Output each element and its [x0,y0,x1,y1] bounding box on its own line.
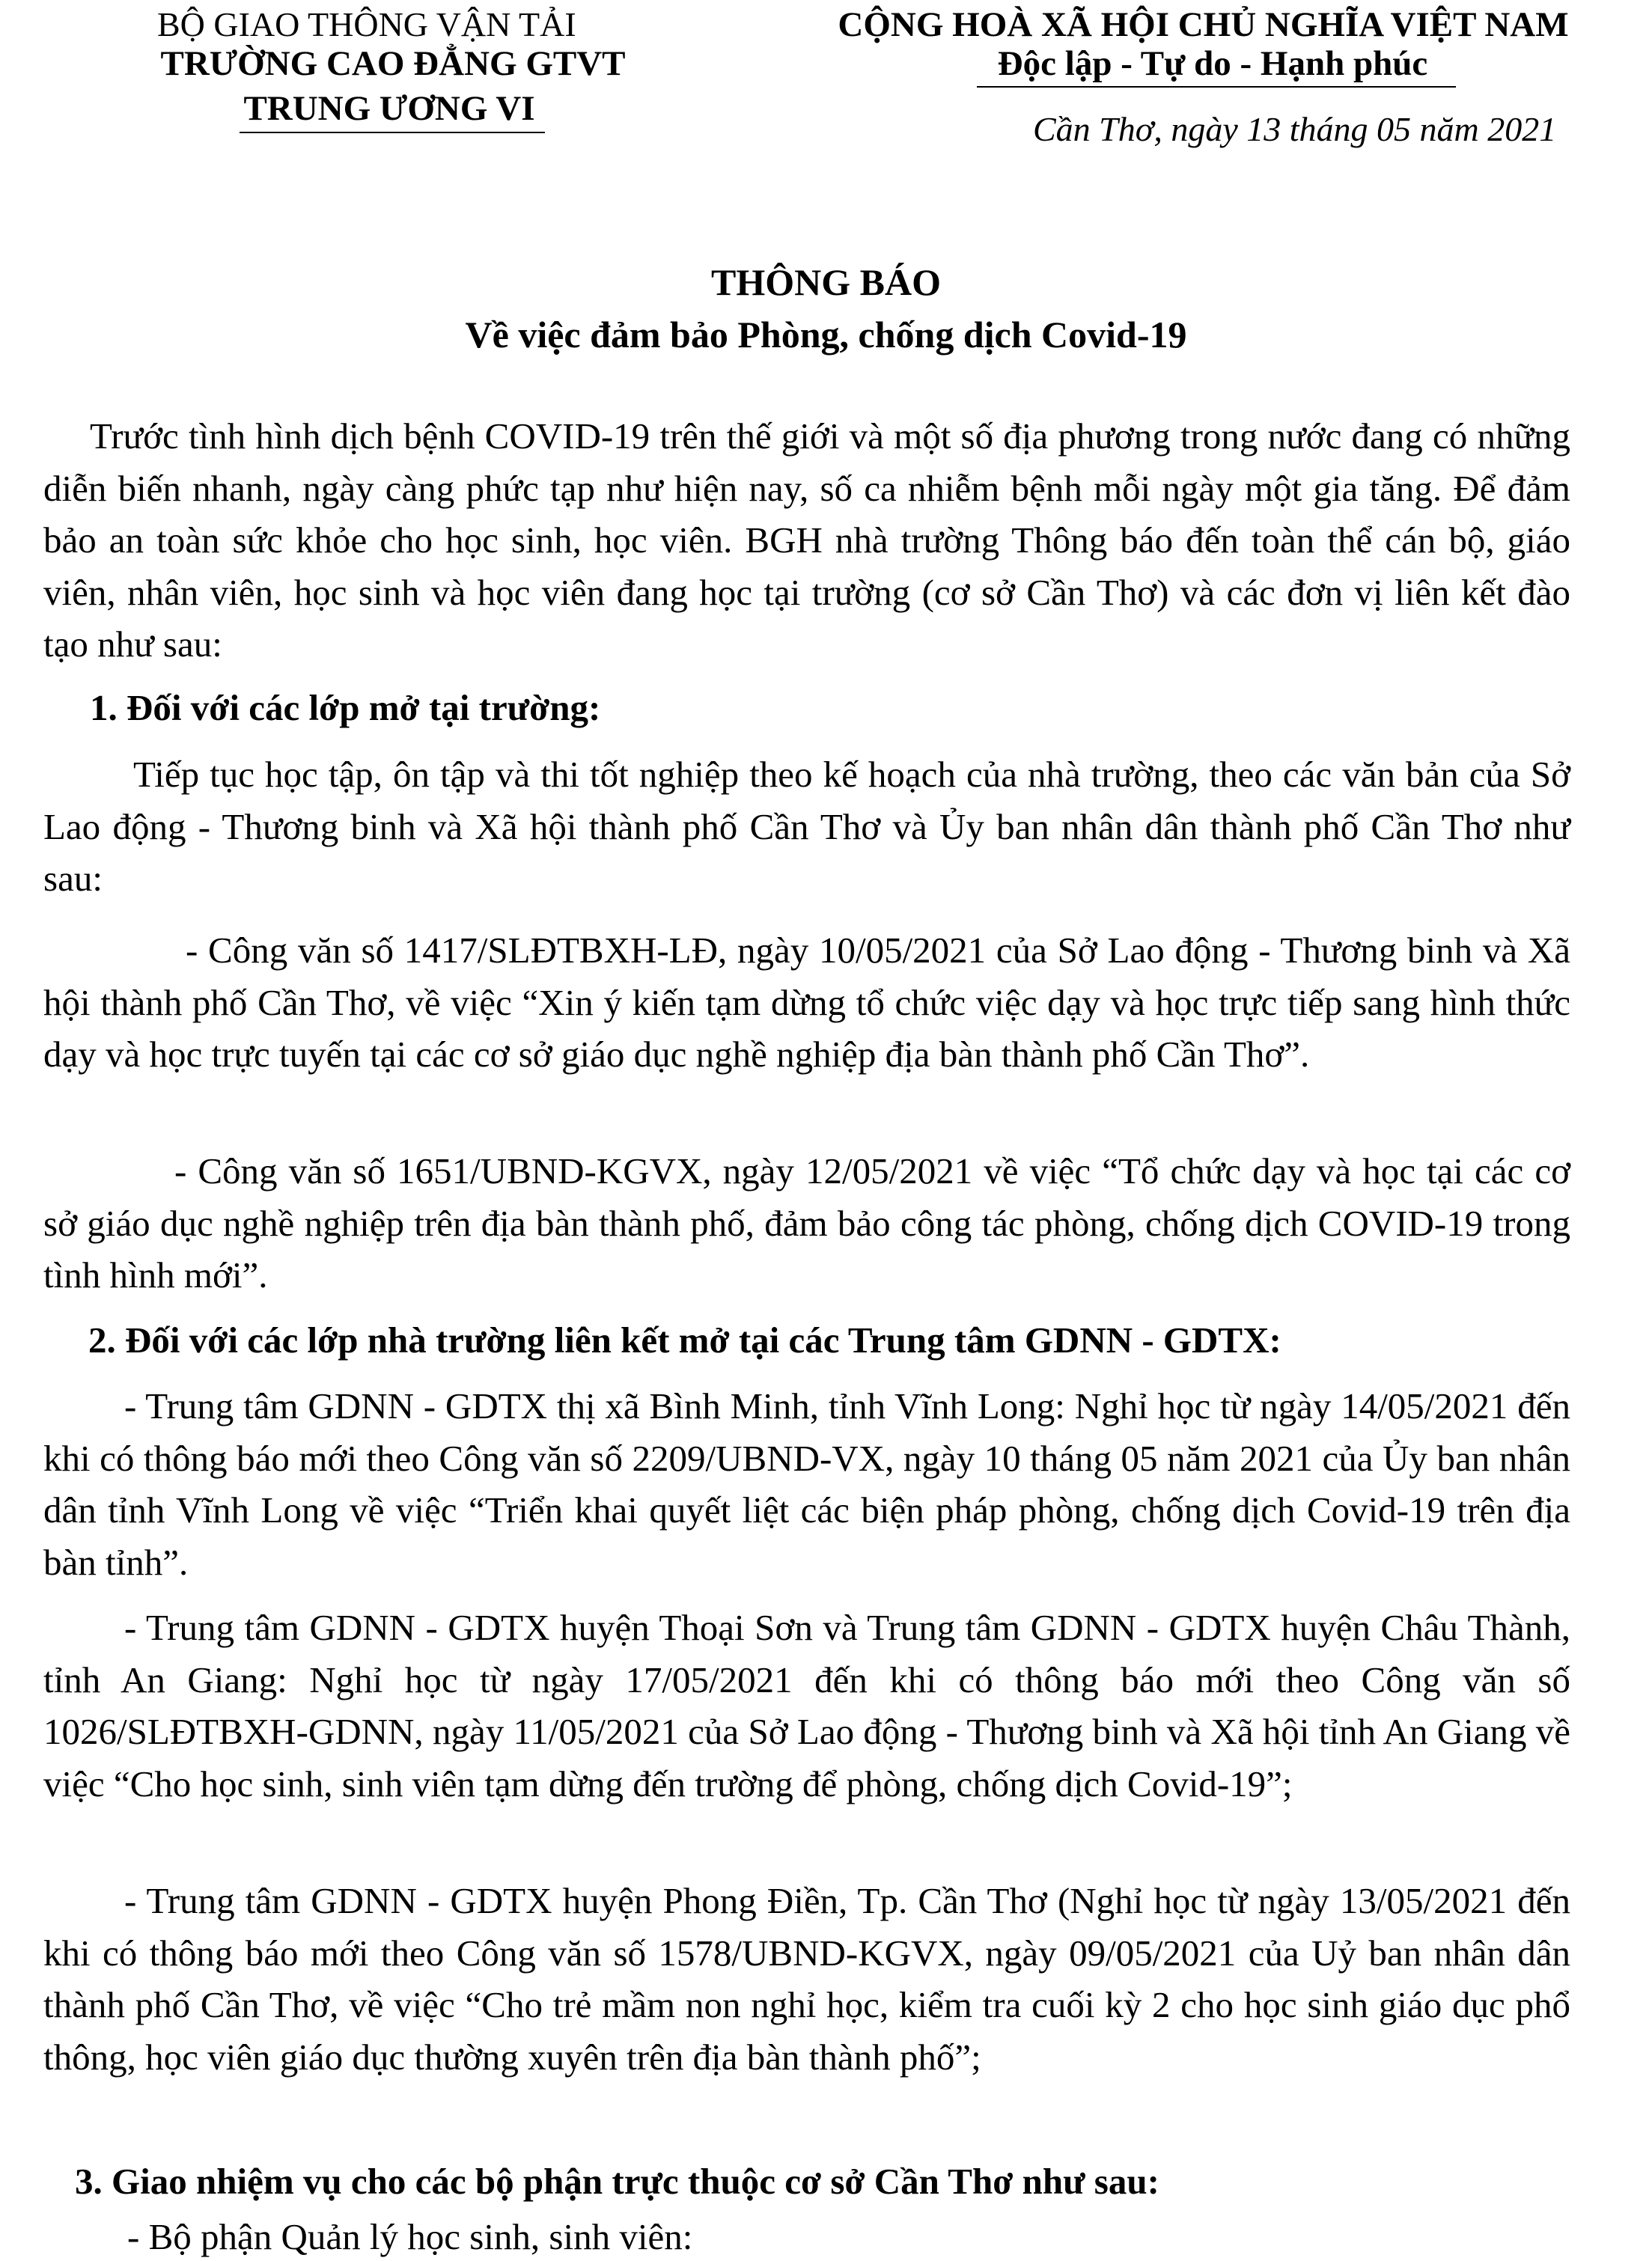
school-name-line2: TRUNG ƯƠNG VI [243,89,535,128]
section-2-item-1: - Trung tâm GDNN - GDTX thị xã Bình Minh, tỉnh Vĩnh Long: Nghỉ học từ ngày 14/05/2021 đến khi có thông báo mới theo Công văn số 2209/UBND-VX, ngày 10 tháng 05 năm 2021 của Ủy ban nhân dân tỉnh Vĩnh Long về việc “Triển khai quyết liệt các biện pháp phòng, chống dịch Covid-19 trên địa bàn tỉnh”. [43,1385,1570,1583]
section-1-paragraph: Tiếp tục học tập, ôn tập và thi tốt nghiệp theo kế hoạch của nhà trường, theo các văn bản của Sở Lao động - Thương binh và Xã hội thành phố Cần Thơ và Ủy ban nhân dân thành phố Cần Thơ như sau: [43,754,1570,899]
place-date: Cần Thơ, ngày 13 tháng 05 năm 2021 [1033,110,1557,148]
section-3-heading: 3. Giao nhiệm vụ cho các bộ phận trực thuộc cơ sở Cần Thơ như sau: [75,2161,1159,2202]
document-title: THÔNG BÁO [711,261,941,303]
document-subtitle: Về việc đảm bảo Phòng, chống dịch Covid-19 [465,314,1187,356]
country-name: CỘNG HOÀ XÃ HỘI CHỦ NGHĨA VIỆT NAM [838,5,1569,44]
motto-underline [977,86,1456,88]
ministry-name: BỘ GIAO THÔNG VẬN TẢI [157,5,576,43]
section-3-item-1: - Bộ phận Quản lý học sinh, sinh viên: [127,2216,693,2257]
intro-paragraph: Trước tình hình dịch bệnh COVID-19 trên thế giới và một số địa phương trong nước đang có những diễn biến nhanh, ngày càng phức tạp như hiện nay, số ca nhiễm bệnh mỗi ngày một gia tăng. Để đảm bảo an toàn sức khỏe cho học sinh, học viên. BGH nhà trường Thông báo đến toàn thể cán bộ, giáo viên, nhân viên, học sinh và học viên đang học tại trường (cơ sở Cần Thơ) và các đơn vị liên kết đào tạo như sau: [43,415,1570,665]
section-2-item-2: - Trung tâm GDNN - GDTX huyện Thoại Sơn và Trung tâm GDNN - GDTX huyện Châu Thành, tỉnh An Giang: Nghỉ học từ ngày 17/05/2021 đến khi có thông báo mới theo Công văn số 1026/SLĐTBXH-GDNN, ngày 11/05/2021 của Sở Lao động - Thương binh và Xã hội tỉnh An Giang về việc “Cho học sinh, sinh viên tạm dừng đến trường để phòng, chống dịch Covid-19”; [43,1607,1570,1804]
school-name-line1: TRƯỜNG CAO ĐẲNG GTVT [160,44,626,83]
national-motto: Độc lập - Tự do - Hạnh phúc [997,44,1428,83]
section-1-item-1: - Công văn số 1417/SLĐTBXH-LĐ, ngày 10/05/2021 của Sở Lao động - Thương binh và Xã hội thành phố Cần Thơ, về việc “Xin ý kiến tạm dừng tổ chức việc dạy và học trực tiếp sang hình thức dạy và học trực tuyến tại các cơ sở giáo dục nghề nghiệp địa bàn thành phố Cần Thơ”. [43,930,1570,1075]
section-1-item-2: - Công văn số 1651/UBND-KGVX, ngày 12/05/2021 về việc “Tổ chức dạy và học tại các cơ sở giáo dục nghề nghiệp trên địa bàn thành phố, đảm bảo công tác phòng, chống dịch COVID-19 trong tình hình mới”. [43,1150,1570,1296]
section-2-heading: 2. Đối với các lớp nhà trường liên kết mở tại các Trung tâm GDNN - GDTX: [88,1319,1281,1361]
section-1-heading: 1. Đối với các lớp mở tại trường: [90,687,601,728]
section-2-item-3: - Trung tâm GDNN - GDTX huyện Phong Điền, Tp. Cần Thơ (Nghỉ học từ ngày 13/05/2021 đến khi có thông báo mới theo Công văn số 1578/UBND-KGVX, ngày 09/05/2021 của Uỷ ban nhân dân thành phố Cần Thơ, về việc “Cho trẻ mầm non nghỉ học, kiểm tra cuối kỳ 2 cho học sinh giáo dục phổ thông, học viên giáo dục thường xuyên trên địa bàn thành phố”; [43,1880,1570,2078]
school-underline [240,132,545,133]
